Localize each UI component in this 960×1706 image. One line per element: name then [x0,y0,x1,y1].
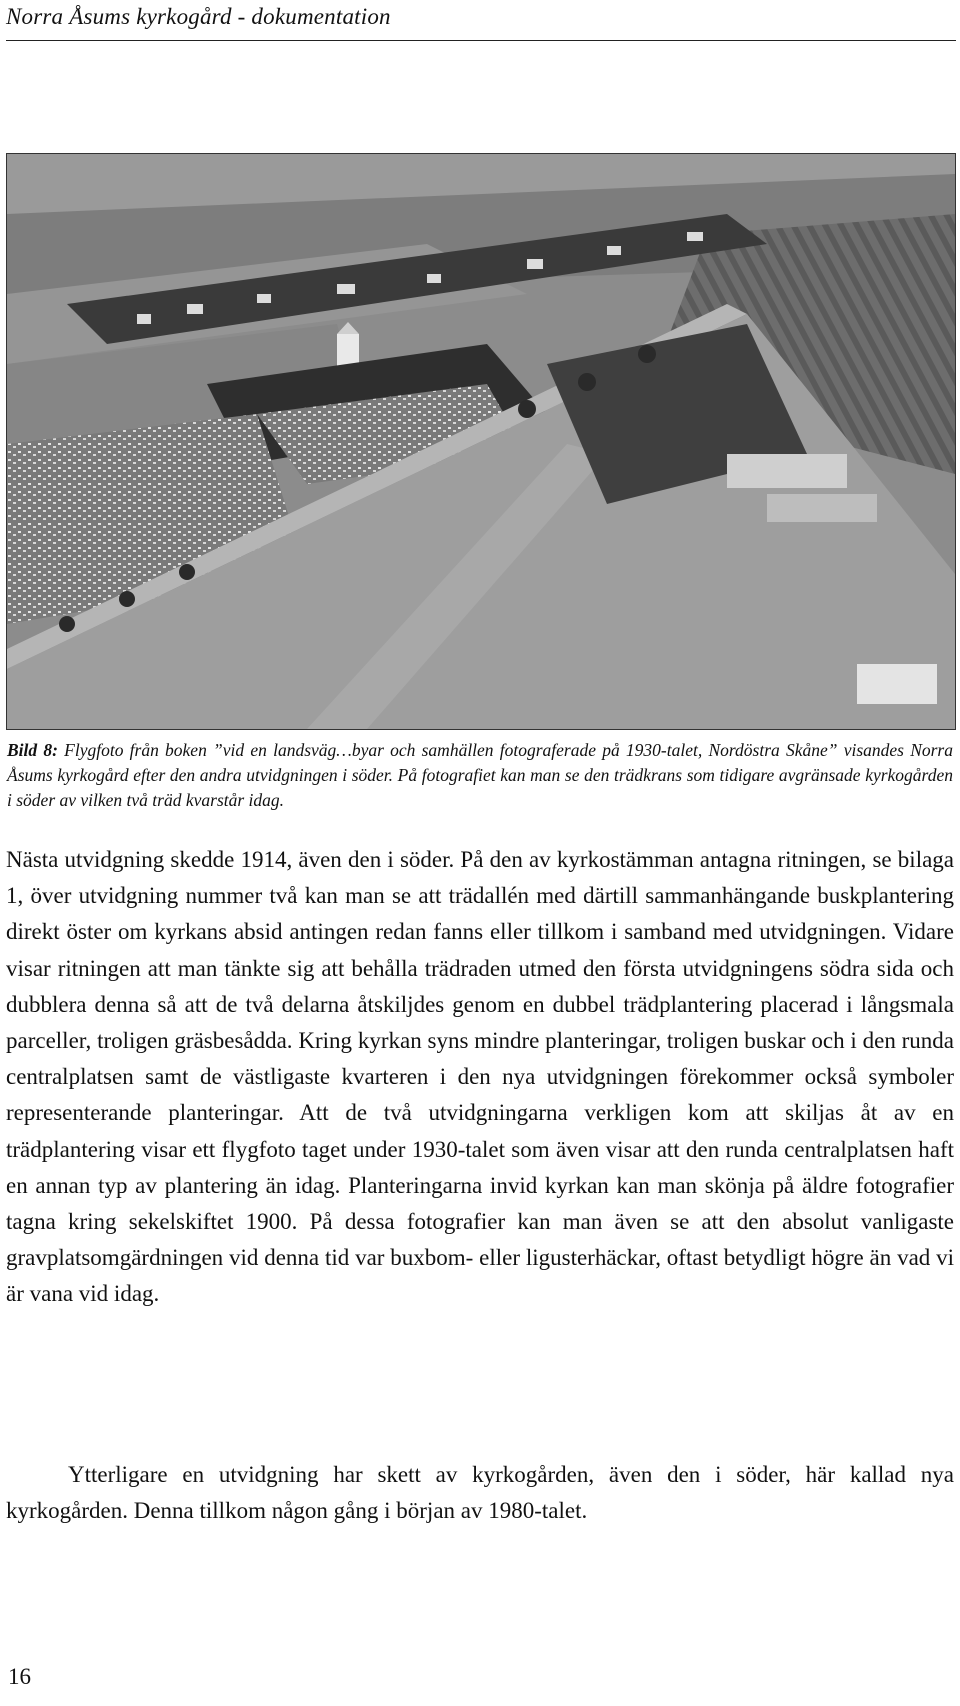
body-paragraph-1: Nästa utvidgning skedde 1914, även den i söder. På den av kyrkostämman antagna ritningen, se bilaga 1, över utvidgning nummer två kan man se att trädallén med därtill sammanhängande buskplantering direkt öster om kyrkans absid antingen redan fanns eller tillkom i samband med utvidgningen. Vidare visar ritningen att man tänkte sig att behålla trädraden utmed den första utvidgningens södra sida och dubblera denna så att de två delarna åtskiljdes genom en dubbel trädplantering placerad i långsmala parceller, troligen gräsbesådda. Kring kyrkan syns mindre planteringar, troligen buskar och i den runda centralplatsen samt de västligaste kvarteren i den nya utvidgningen förekommer också symboler representerande planteringar. Att de två utvidgningarna verkligen kom att skiljas åt av en trädplantering visar ett flygfoto taget under 1930-talet som även visar att den runda centralplatsen haft en annan typ av plantering än idag. Planteringarna invid kyrkan kan man skönja på äldre fotografier tagna kring sekelskiftet 1900. På dessa fotografier kan man även se att den absolut vanligaste gravplatsomgärdningen vid denna tid var buxbom- eller ligusterhäckar, oftast betydligt högre än vad vi är vana vid idag. [6,847,954,1307]
caption-label: Bild 8: [7,740,58,760]
document-title: Norra Åsums kyrkogård - dokumentation [6,4,391,29]
body-paragraph-2: Ytterligare en utvidgning har skett av kyrkogården, även den i söder, här kallad nya kyrkogården. Denna tillkom någon gång i början av 1980-talet. [6,1462,954,1524]
figure-caption [7,738,953,813]
aerial-photo [6,153,956,730]
page-header [6,4,956,41]
page-number: 16 [8,1664,31,1689]
caption-text: Flygfoto från boken ”vid en landsväg…byar och samhällen fotograferade på 1930-talet, Nordöstra Skåne” visandes Norra Åsums kyrkogård efter den andra utvidgningen i söder. På fotografiet kan man se den trädkrans som tidigare avgränsade kyrkogården i söder av vilken två träd kvarstår idag. [7,740,953,810]
aerial-photo-icon [7,154,955,729]
